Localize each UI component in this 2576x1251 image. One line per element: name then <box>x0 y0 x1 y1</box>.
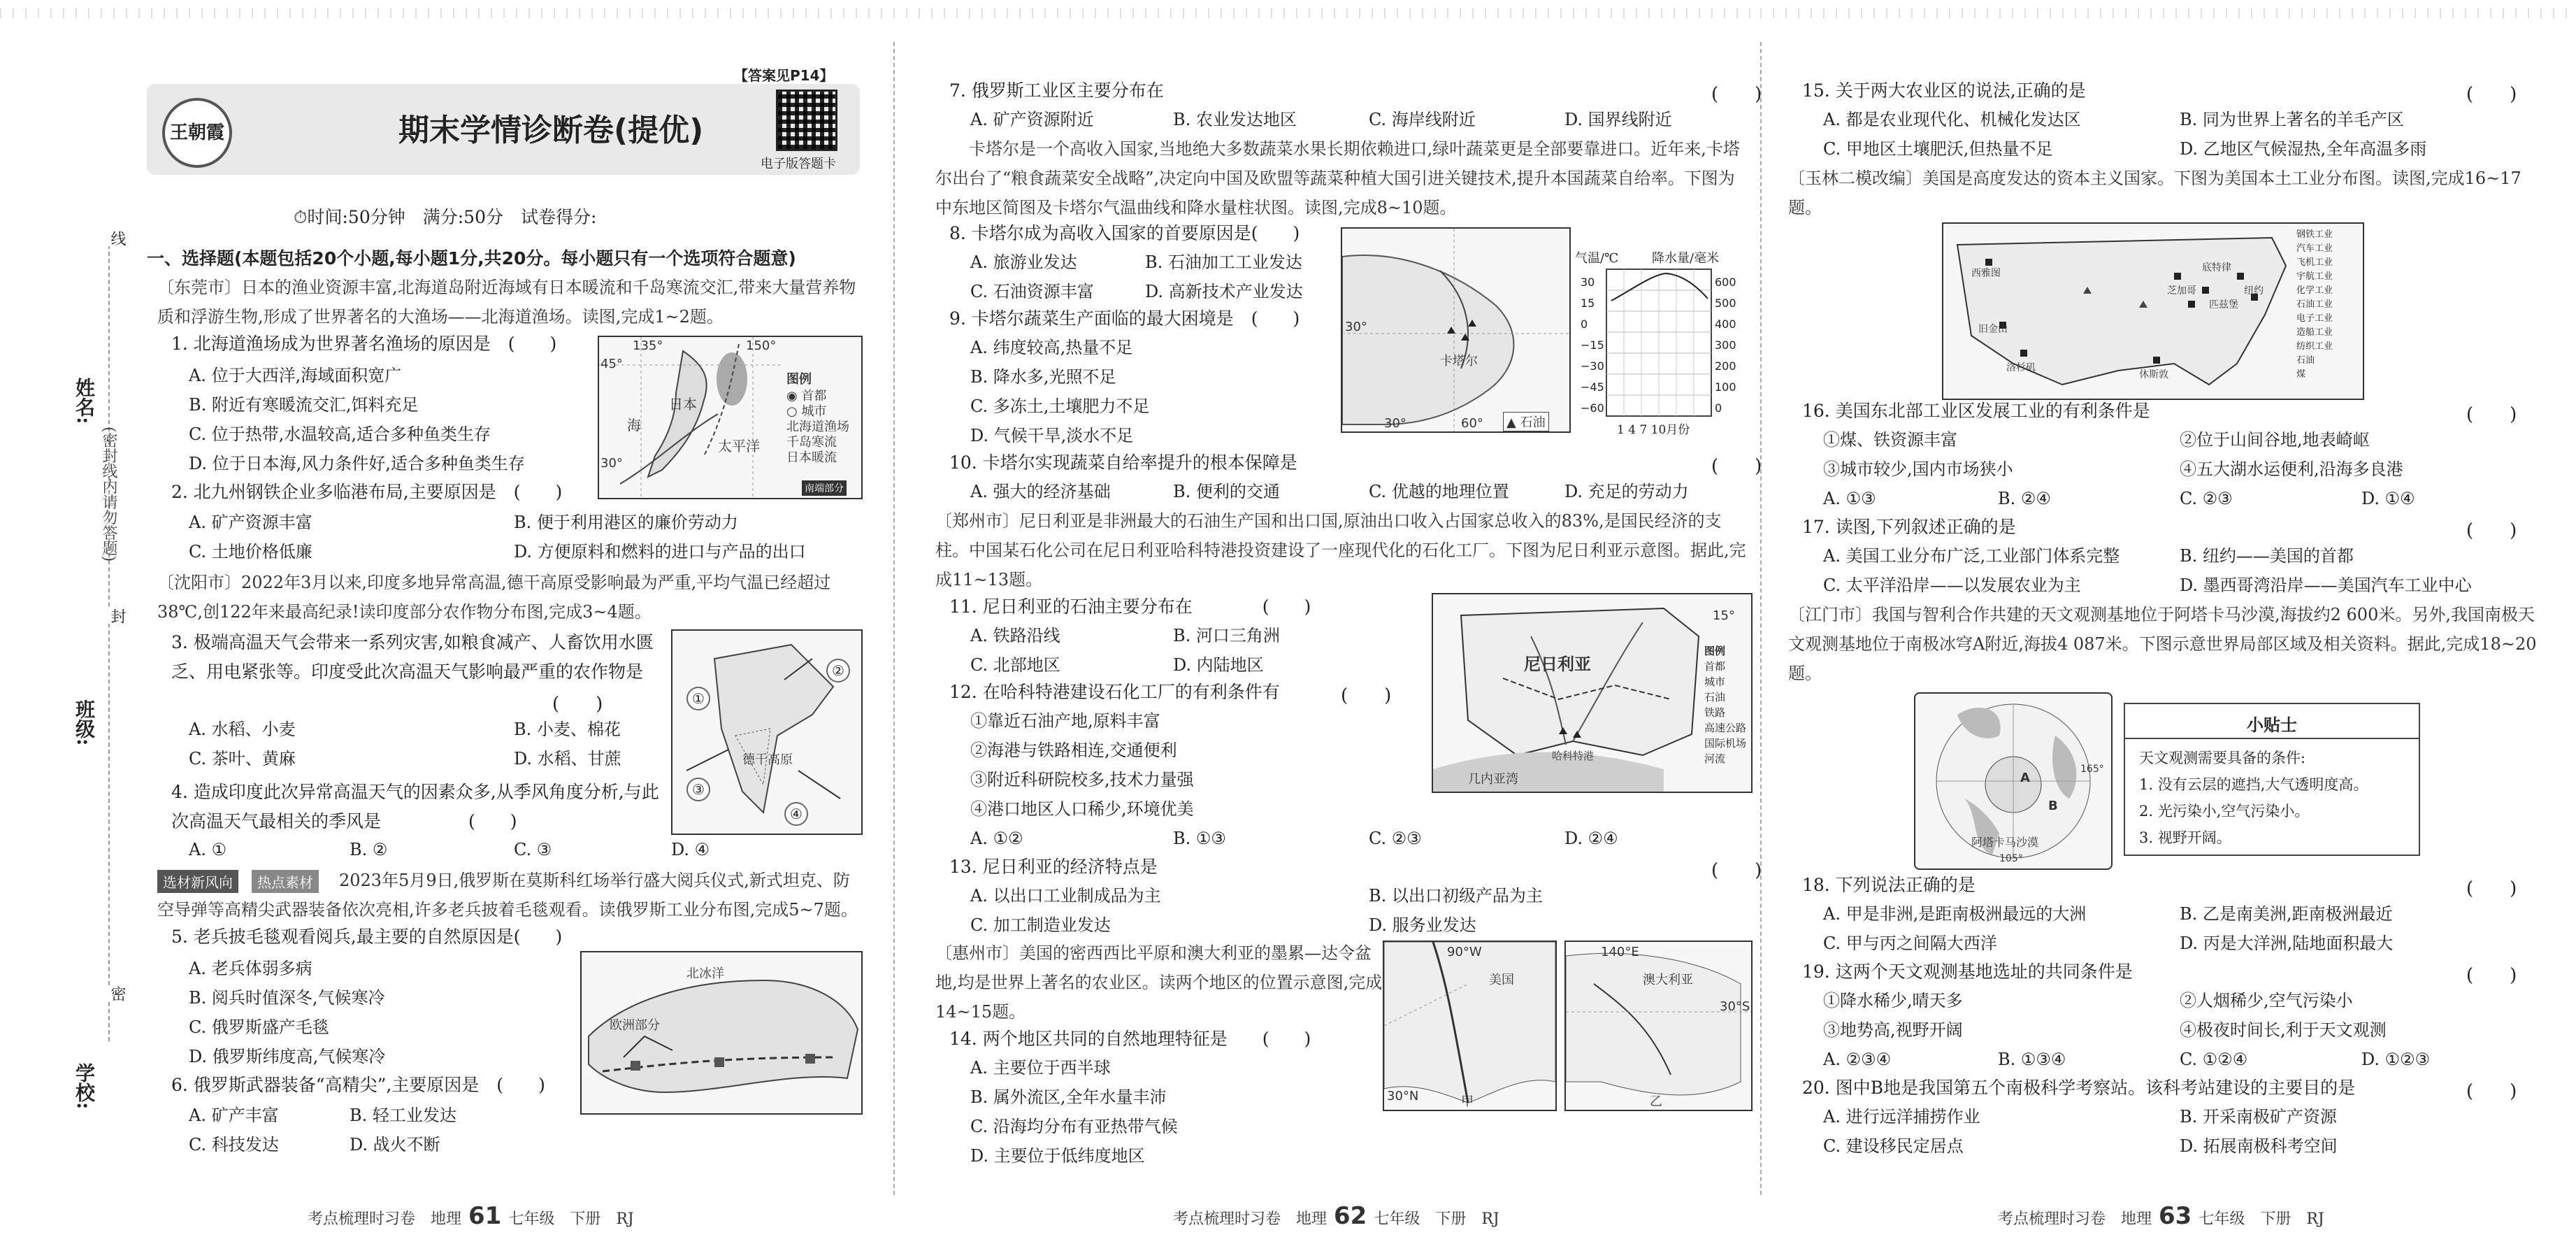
climate-chart <box>1575 248 1750 437</box>
q19-item-4: ④极夜时间长,利于天文观测 <box>2180 1020 2387 1040</box>
q5-option-a[interactable]: A. 老兵体弱多病 <box>189 959 312 978</box>
map1-note: 南端部分 <box>802 480 847 496</box>
q3-option-b[interactable]: B. 小麦、棉花 <box>514 720 621 739</box>
q11: 11. 尼日利亚的石油主要分布在 ( ) <box>949 596 1311 617</box>
map1-sea: 海 <box>627 417 641 434</box>
russia-europe-part: 欧洲部分 <box>610 1018 660 1033</box>
mideast-lon1: 30° <box>1384 416 1406 431</box>
russia-map <box>580 951 863 1115</box>
badge-hot-topic: 热点素材 <box>252 870 319 893</box>
q17: 17. 读图,下列叙述正确的是 <box>1802 517 2016 537</box>
q4: 4. 造成印度此次异常高温天气的因素众多,从季风角度分析,与此次高温天气最相关的季风是 ( ) <box>171 782 659 831</box>
q10-option-c[interactable]: C. 优越的地理位置 <box>1369 482 1509 501</box>
q12-item-4: ④港口地区人口稀少,环境优美 <box>970 799 1194 819</box>
nigeria-legend: 图例 首都 城市 石油 铁路 高速公路 国际机场 河流 <box>1704 645 1747 765</box>
q9-option-a[interactable]: A. 纬度较高,热量不足 <box>970 338 1133 357</box>
climate-months: 1 4 7 10月份 <box>1617 423 1690 437</box>
au-lon: 140°E <box>1601 945 1639 959</box>
q14-option-a[interactable]: A. 主要位于西半球 <box>970 1058 1111 1078</box>
q1-option-a[interactable]: A. 位于大西洋,海域面积宽广 <box>189 366 402 385</box>
q20-option-d[interactable]: D. 拓展南极科考空间 <box>2180 1136 2338 1156</box>
q18-option-b[interactable]: B. 乙是南美洲,距南极洲最近 <box>2180 904 2393 924</box>
q8-option-d[interactable]: D. 高新技术产业发达 <box>1145 282 1303 301</box>
q20-paren: ( ) <box>2466 1081 2517 1102</box>
q2-option-a[interactable]: A. 矿产资源丰富 <box>189 513 312 532</box>
q1-option-c[interactable]: C. 位于热带,水温较高,适合多种鱼类生存 <box>189 424 491 444</box>
india-deccan: 德干高原 <box>742 752 793 767</box>
footer-grade: 七年级 下册 RJ <box>2199 1210 2324 1228</box>
q3-option-c[interactable]: C. 茶叶、黄麻 <box>189 749 296 769</box>
footer-62 <box>1173 1202 1499 1230</box>
murray-map-svg <box>1566 942 1751 1110</box>
map1-legend-capital: ◉ 首都 <box>786 389 827 403</box>
map1-japan: 日本 <box>669 396 697 413</box>
antarctic-deg2: 105° <box>1999 853 2023 864</box>
page-number: 61 <box>468 1202 502 1230</box>
page-number: 63 <box>2159 1202 2192 1230</box>
mideast-qatar: 卡塔尔 <box>1440 354 1478 369</box>
q19-option-b[interactable]: B. ①③④ <box>1998 1050 2066 1069</box>
q15-option-a[interactable]: A. 都是农业现代化、机械化发达区 <box>1823 110 2081 129</box>
city-sf: 旧金山 <box>1978 324 2008 335</box>
city-chicago: 芝加哥 <box>2167 285 2196 296</box>
page-number: 62 <box>1334 1202 1367 1230</box>
q19: 19. 这两个天文观测基地选址的共同条件是 <box>1802 962 2133 982</box>
q6-option-d[interactable]: D. 战火不断 <box>350 1135 440 1155</box>
antarctic-point-b: B <box>2048 799 2058 813</box>
map1-ocean: 太平洋 <box>718 438 760 455</box>
map1-legend-title: 图例 <box>786 372 812 387</box>
q16-paren: ( ) <box>2466 404 2517 425</box>
q4-option-d[interactable]: D. ④ <box>671 840 710 859</box>
q9: 9. 卡塔尔蔬菜生产面临的最大困境是 ( ) <box>949 308 1300 329</box>
page-title: 期末学情诊断卷(提优) <box>398 113 704 148</box>
q7-paren: ( ) <box>1711 84 1762 105</box>
q12-paren: ( ) <box>1341 685 1392 706</box>
q15-option-d[interactable]: D. 乙地区气候湿热,全年高温多雨 <box>2180 139 2427 159</box>
q2-option-c[interactable]: C. 土地价格低廉 <box>189 542 312 562</box>
us-label: 美国 <box>1489 973 1514 987</box>
antarctic-point-a: A <box>2020 771 2030 785</box>
antarctic-atacama: 阿塔卡马沙漠 <box>1971 836 2039 849</box>
header-bar <box>147 84 860 175</box>
seal-char-1: 线 <box>106 231 128 246</box>
mideast-map-svg <box>1342 229 1569 431</box>
q12-item-1: ①靠近石油产地,原料丰富 <box>970 711 1160 731</box>
q11-option-b[interactable]: B. 河口三角洲 <box>1173 626 1280 645</box>
q7: 7. 俄罗斯工业区主要分布在 <box>949 80 1164 101</box>
q7-option-a[interactable]: A. 矿产资源附近 <box>970 110 1094 129</box>
india-label-2: ② <box>826 659 850 682</box>
footer-grade: 七年级 下册 RJ <box>508 1210 634 1228</box>
mideast-lon2: 60° <box>1461 416 1483 431</box>
us-industry-legend: 钢铁工业 汽车工业 飞机工业 宇航工业 化学工业 石油工业 电子工业 造船工业 纺织工业 石油 煤 <box>2296 229 2333 380</box>
q13-option-d[interactable]: D. 服务业发达 <box>1369 915 1476 935</box>
city-seattle: 西雅图 <box>1971 268 2001 279</box>
q13-paren: ( ) <box>1711 860 1762 881</box>
prec-ticks: 600 500 400 300 200 100 0 <box>1715 276 1736 415</box>
q19-paren: ( ) <box>2466 965 2517 986</box>
au-yi: 乙 <box>1650 1094 1662 1109</box>
nigeria-name: 尼日利亚 <box>1524 655 1591 674</box>
q10: 10. 卡塔尔实现蔬菜自给率提升的根本保障是 <box>949 452 1297 473</box>
q3-option-a[interactable]: A. 水稻、小麦 <box>189 720 296 739</box>
q12-option-b[interactable]: B. ①③ <box>1173 829 1226 848</box>
top-border <box>1760 8 2576 18</box>
india-label-3: ③ <box>686 778 710 801</box>
antarctic-map <box>1914 692 2113 870</box>
q15-option-b[interactable]: B. 同为世界上著名的羊毛产区 <box>2180 110 2404 129</box>
q14: 14. 两个地区共同的自然地理特征是 ( ) <box>949 1029 1311 1049</box>
us-lon: 90°W <box>1447 945 1482 959</box>
map1-lat2: 30° <box>600 456 623 471</box>
map1-legend-fishery: 北海道渔场 <box>786 420 849 434</box>
q19-item-3: ③地势高,视野开阔 <box>1823 1020 1963 1040</box>
antarctic-deg1: 165° <box>2080 764 2104 775</box>
q13: 13. 尼日利亚的经济特点是 <box>949 857 1158 877</box>
q18-option-a[interactable]: A. 甲是非洲,是距南极洲最远的大洲 <box>1823 904 2087 924</box>
q19-option-d[interactable]: D. ①②③ <box>2361 1050 2431 1069</box>
footer-series: 考点梳理时习卷 地理 <box>1998 1210 2152 1228</box>
map1-lon2: 150° <box>746 338 777 353</box>
q11-option-c[interactable]: C. 北部地区 <box>970 655 1060 675</box>
au-lat: 30°S <box>1720 999 1750 1014</box>
q17-option-d[interactable]: D. 墨西哥湾沿岸——美国汽车工业中心 <box>2180 576 2472 595</box>
q10-paren: ( ) <box>1711 456 1762 477</box>
q3-paren: ( ) <box>552 694 603 715</box>
mississippi-map <box>1383 941 1557 1111</box>
intro-8: 〔江门市〕我国与智利合作共建的天文观测基地位于阿塔卡马沙漠,海拔约2 600米。另外,我国南极天文观测基地位于南极冰穹A附近,海拔4 087米。下图示意世界局部区域及相关资料。据此,完成18~20题。 <box>1788 605 2537 683</box>
q1-option-d[interactable]: D. 位于日本海,风力条件好,适合多种鱼类生存 <box>189 454 525 473</box>
mideast-legend-oil: ▲ 石油 <box>1503 412 1549 431</box>
page-61 <box>0 0 893 1251</box>
tip-lines: 天文观测需要具备的条件: 1. 没有云层的遮挡,大气透明度高。 2. 光污染小,空气污染小。 3. 视野开阔。 <box>2139 750 2368 846</box>
q18: 18. 下列说法正确的是 <box>1802 875 1976 895</box>
q13-option-a[interactable]: A. 以出口工业制成品为主 <box>970 886 1161 906</box>
q17-option-a[interactable]: A. 美国工业分布广泛,工业部门体系完整 <box>1823 546 2120 566</box>
q15: 15. 关于两大农业区的说法,正确的是 <box>1802 80 2086 101</box>
nigeria-port: 哈科特港 <box>1552 750 1595 762</box>
q18-paren: ( ) <box>2466 878 2517 899</box>
intro-6: 〔惠州市〕美国的密西西比平原和澳大利亚的墨累—达令盆地,均是世界上著名的农业区。读两个地区的位置示意图,完成14~15题。 <box>935 943 1383 1022</box>
q9-option-c[interactable]: C. 多冻土,土壤肥力不足 <box>970 396 1150 416</box>
mideast-lat1: 30° <box>1345 320 1367 334</box>
footer-grade: 七年级 下册 RJ <box>1374 1210 1499 1228</box>
nigeria-map <box>1432 593 1753 793</box>
q12-item-3: ③附近科研院校多,技术力量强 <box>970 770 1194 789</box>
q16-item-1: ①煤、铁资源丰富 <box>1823 430 1957 450</box>
intro-3: 2023年5月9日,俄罗斯在莫斯科红场举行盛大阅兵仪式,新式坦克、防空导弹等高精尖武器装备依次亮相,许多老兵披着毛毯观看。读俄罗斯工业分布图,完成5~7题。 <box>157 871 858 920</box>
q19-option-a[interactable]: A. ②③④ <box>1823 1050 1892 1069</box>
footer-series: 考点梳理时习卷 地理 <box>308 1210 462 1228</box>
section-heading: 一、选择题(本题包括20个小题,每小题1分,共20分。每小题只有一个选项符合题意) <box>147 248 796 269</box>
page-62 <box>893 0 1760 1251</box>
q5: 5. 老兵披毛毯观看阅兵,最主要的自然原因是( ) <box>171 927 563 947</box>
q4-option-b[interactable]: B. ② <box>350 840 388 859</box>
nigeria-lat: 15° <box>1713 608 1735 623</box>
q6: 6. 俄罗斯武器装备“高精尖”,主要原因是 ( ) <box>171 1075 545 1095</box>
q11-option-a[interactable]: A. 铁路沿线 <box>970 626 1060 645</box>
q5-option-d[interactable]: D. 俄罗斯纬度高,气候寒冷 <box>189 1047 386 1066</box>
badge-new-trend: 选材新风向 <box>157 870 238 893</box>
russia-arctic-ocean: 北冰洋 <box>686 966 724 981</box>
qr-code-icon[interactable] <box>776 90 837 151</box>
temp-ticks: 30 15 0 −15 −30 −45 −60 <box>1581 276 1604 415</box>
q20-option-c[interactable]: C. 建设移民定居点 <box>1823 1136 1964 1156</box>
page-63 <box>1760 0 2576 1251</box>
q17-paren: ( ) <box>2466 520 2517 541</box>
q16-item-3: ③城市较少,国内市场狭小 <box>1823 459 2013 479</box>
q9-option-d[interactable]: D. 气候干旱,淡水不足 <box>970 426 1134 445</box>
tip-box <box>2124 703 2420 856</box>
q15-option-c[interactable]: C. 甲地区土壤肥沃,但热量不足 <box>1823 139 2053 159</box>
city-houston: 休斯敦 <box>2139 369 2168 380</box>
q20: 20. 图中B地是我国第五个南极科学考察站。该科考站建设的主要目的是 <box>1802 1078 2356 1098</box>
q6-option-a[interactable]: A. 矿产丰富 <box>189 1106 279 1125</box>
q5-option-c[interactable]: C. 俄罗斯盛产毛毯 <box>189 1017 329 1037</box>
q12: 12. 在哈科特港建设石化工厂的有利条件有 <box>949 682 1280 702</box>
seal-note: (密封线内请勿答题) <box>100 427 117 562</box>
q12-item-2: ②海港与铁路相连,交通便利 <box>970 741 1177 760</box>
seal-line <box>108 238 110 1041</box>
tip-title: 小贴士 <box>2247 715 2297 735</box>
q19-item-1: ①降水稀少,晴天多 <box>1823 991 1963 1010</box>
q8-option-c[interactable]: C. 石油资源丰富 <box>970 282 1094 301</box>
q16-item-4: ④五大湖水运便利,沿海多良港 <box>2180 459 2403 479</box>
q12-option-a[interactable]: A. ①② <box>970 829 1023 848</box>
q11-option-d[interactable]: D. 内陆地区 <box>1173 655 1264 675</box>
q14-option-d[interactable]: D. 主要位于低纬度地区 <box>970 1146 1145 1166</box>
mississippi-map-svg <box>1384 942 1555 1110</box>
us-jia: 甲 <box>1461 1094 1474 1109</box>
q7-option-d[interactable]: D. 国界线附近 <box>1564 110 1672 129</box>
india-map <box>671 629 863 835</box>
q7-option-c[interactable]: C. 海岸线附近 <box>1369 110 1476 129</box>
q3: 3. 极端高温天气会带来一系列灾害,如粮食减产、人畜饮用水匮乏、用电紧张等。印度受此次高温天气影响最严重的农作物是 <box>171 632 654 682</box>
intro-4: 卡塔尔是一个高收入国家,当地绝大多数蔬菜水果长期依赖进口,绿叶蔬菜更是全部要靠进口。近年来,卡塔尔出台了“粮食蔬菜安全战略”,决定向中国及欧盟等蔬菜种植大国引进关键技术,提升本国蔬菜自给率。下图为中东地区简图及卡塔尔气温曲线和降水量柱状图。读图,完成8~10题。 <box>935 139 1740 217</box>
nigeria-gulf: 几内亚湾 <box>1468 772 1518 787</box>
q12-option-d[interactable]: D. ②④ <box>1564 829 1618 848</box>
q16-option-d[interactable]: D. ①④ <box>2361 489 2415 508</box>
city-pittsburgh: 匹兹堡 <box>2209 299 2238 310</box>
q8-option-b[interactable]: B. 石油加工工业发达 <box>1145 252 1302 272</box>
map1-legend-cold: 千岛寒流 <box>786 435 837 450</box>
footer-61 <box>308 1202 634 1230</box>
q18-option-d[interactable]: D. 丙是大洋洲,陆地面积最大 <box>2180 934 2394 953</box>
map1-legend-city: ○ 城市 <box>786 404 827 419</box>
map1-legend-warm: 日本暖流 <box>786 450 837 465</box>
q16-option-b[interactable]: B. ②④ <box>1998 489 2051 508</box>
us-lat: 30°N <box>1387 1089 1419 1103</box>
top-border <box>0 8 893 18</box>
q14-option-b[interactable]: B. 属外流区,全年水量丰沛 <box>970 1087 1167 1107</box>
q16-option-a[interactable]: A. ①③ <box>1823 489 1876 508</box>
q7-option-b[interactable]: B. 农业发达地区 <box>1173 110 1297 129</box>
q8-option-a[interactable]: A. 旅游业发达 <box>970 252 1077 272</box>
intro-5: 〔郑州市〕尼日利亚是非洲最大的石油生产国和出口国,原油出口收入占国家总收入的83%,是国民经济的支柱。中国某石化公司在尼日利亚哈科特港投资建设了一座现代化的石化工厂。下图为尼日利亚示意图。据此,完成11~13题。 <box>935 511 1746 589</box>
q16-item-2: ②位于山间谷地,地表崎岖 <box>2180 430 2370 450</box>
q17-option-c[interactable]: C. 太平洋沿岸——以发展农业为主 <box>1823 576 2081 595</box>
q19-item-2: ②人烟稀少,空气污染小 <box>2180 991 2353 1010</box>
map1-lon1: 135° <box>633 338 663 353</box>
murray-map <box>1564 941 1753 1111</box>
q5-option-b[interactable]: B. 阅兵时值深冬,气候寒冷 <box>189 988 385 1008</box>
q4-option-a[interactable]: A. ① <box>189 840 227 859</box>
q12-option-c[interactable]: C. ②③ <box>1369 829 1422 848</box>
q20-option-a[interactable]: A. 进行远洋捕捞作业 <box>1823 1107 1980 1127</box>
qr-caption: 电子版答题卡 <box>761 157 836 171</box>
q3-option-d[interactable]: D. 水稻、甘蔗 <box>514 749 621 769</box>
q10-option-a[interactable]: A. 强大的经济基础 <box>970 482 1111 501</box>
q18-option-c[interactable]: C. 甲与丙之间隔大西洋 <box>1823 934 1997 953</box>
map1-lat1: 45° <box>600 357 623 371</box>
q16: 16. 美国东北部工业区发展工业的有利条件是 <box>1802 401 2150 421</box>
q19-option-c[interactable]: C. ①②④ <box>2180 1050 2248 1069</box>
seal-char-2: 封 <box>106 608 128 624</box>
q15-paren: ( ) <box>2466 84 2517 105</box>
seal-char-3: 密 <box>106 986 128 1001</box>
q20-option-b[interactable]: B. 开采南极矿产资源 <box>2180 1107 2337 1127</box>
q2-option-b[interactable]: B. 便于利用港区的廉价劳动力 <box>514 513 738 532</box>
q1-option-b[interactable]: B. 附近有寒暖流交汇,饵料充足 <box>189 395 419 415</box>
q9-option-b[interactable]: B. 降水多,光照不足 <box>970 367 1116 387</box>
q17-option-b[interactable]: B. 纽约——美国的首都 <box>2180 546 2354 566</box>
q6-option-b[interactable]: B. 轻工业发达 <box>350 1106 456 1125</box>
intro-7: 〔玉林二模改编〕美国是高度发达的资本主义国家。下图为美国本土工业分布图。读图,完成16~17题。 <box>1788 169 2521 217</box>
q13-option-b[interactable]: B. 以出口初级产品为主 <box>1369 886 1543 906</box>
q16-option-c[interactable]: C. ②③ <box>2180 489 2233 508</box>
q1: 1. 北海道渔场成为世界著名渔场的原因是 ( ) <box>171 334 557 354</box>
q2-option-d[interactable]: D. 方便原料和燃料的进口与产品的出口 <box>514 542 806 562</box>
us-industry-map <box>1942 222 2364 400</box>
q10-option-d[interactable]: D. 充足的劳动力 <box>1564 482 1689 501</box>
india-label-4: ④ <box>784 802 808 826</box>
city-detroit: 底特律 <box>2202 262 2231 273</box>
class-label: 班级: <box>73 699 96 746</box>
q8: 8. 卡塔尔成为高收入国家的首要原因是( ) <box>949 223 1300 243</box>
climate-prec-label: 降水量/毫米 <box>1652 251 1720 266</box>
intro-2: 〔沈阳市〕2022年3月以来,印度多地异常高温,德干高原受影响最为严重,平均气温已经超过38℃,创122年来最高纪录!读印度部分农作物分布图,完成3~4题。 <box>157 573 831 622</box>
city-la: 洛杉矶 <box>2006 362 2036 373</box>
japan-map <box>598 336 863 499</box>
intro-1: 〔东莞市〕日本的渔业资源丰富,北海道岛附近海域有日本暖流和千岛寒流交汇,带来大量营养物质和浮游生物,形成了世界著名的大渔场——北海道渔场。读图,完成1~2题。 <box>157 278 856 327</box>
au-label: 澳大利亚 <box>1643 973 1693 987</box>
q13-option-c[interactable]: C. 加工制造业发达 <box>970 915 1111 935</box>
footer-63 <box>1998 1202 2324 1230</box>
footer-series: 考点梳理时习卷 地理 <box>1173 1210 1327 1228</box>
publisher-logo: 王朝霞 <box>162 98 232 168</box>
answer-ref: 【答案见P14】 <box>734 67 834 84</box>
india-label-1: ① <box>686 687 710 710</box>
name-label: 姓名: <box>73 378 96 424</box>
q4-option-c[interactable]: C. ③ <box>514 840 552 859</box>
q6-option-c[interactable]: C. 科技发达 <box>189 1135 279 1155</box>
top-border <box>893 8 1760 18</box>
q14-option-c[interactable]: C. 沿海均分布有亚热带气候 <box>970 1117 1178 1136</box>
time-line: ⏱时间:50分钟 满分:50分 试卷得分: <box>294 207 597 227</box>
school-label: 学校: <box>73 1063 96 1110</box>
city-newyork: 纽约 <box>2244 285 2264 296</box>
mideast-map <box>1341 227 1571 433</box>
q10-option-b[interactable]: B. 便利的交通 <box>1173 482 1280 501</box>
q2: 2. 北九州钢铁企业多临港布局,主要原因是 ( ) <box>171 482 563 502</box>
climate-temp-label: 气温/℃ <box>1575 251 1619 266</box>
